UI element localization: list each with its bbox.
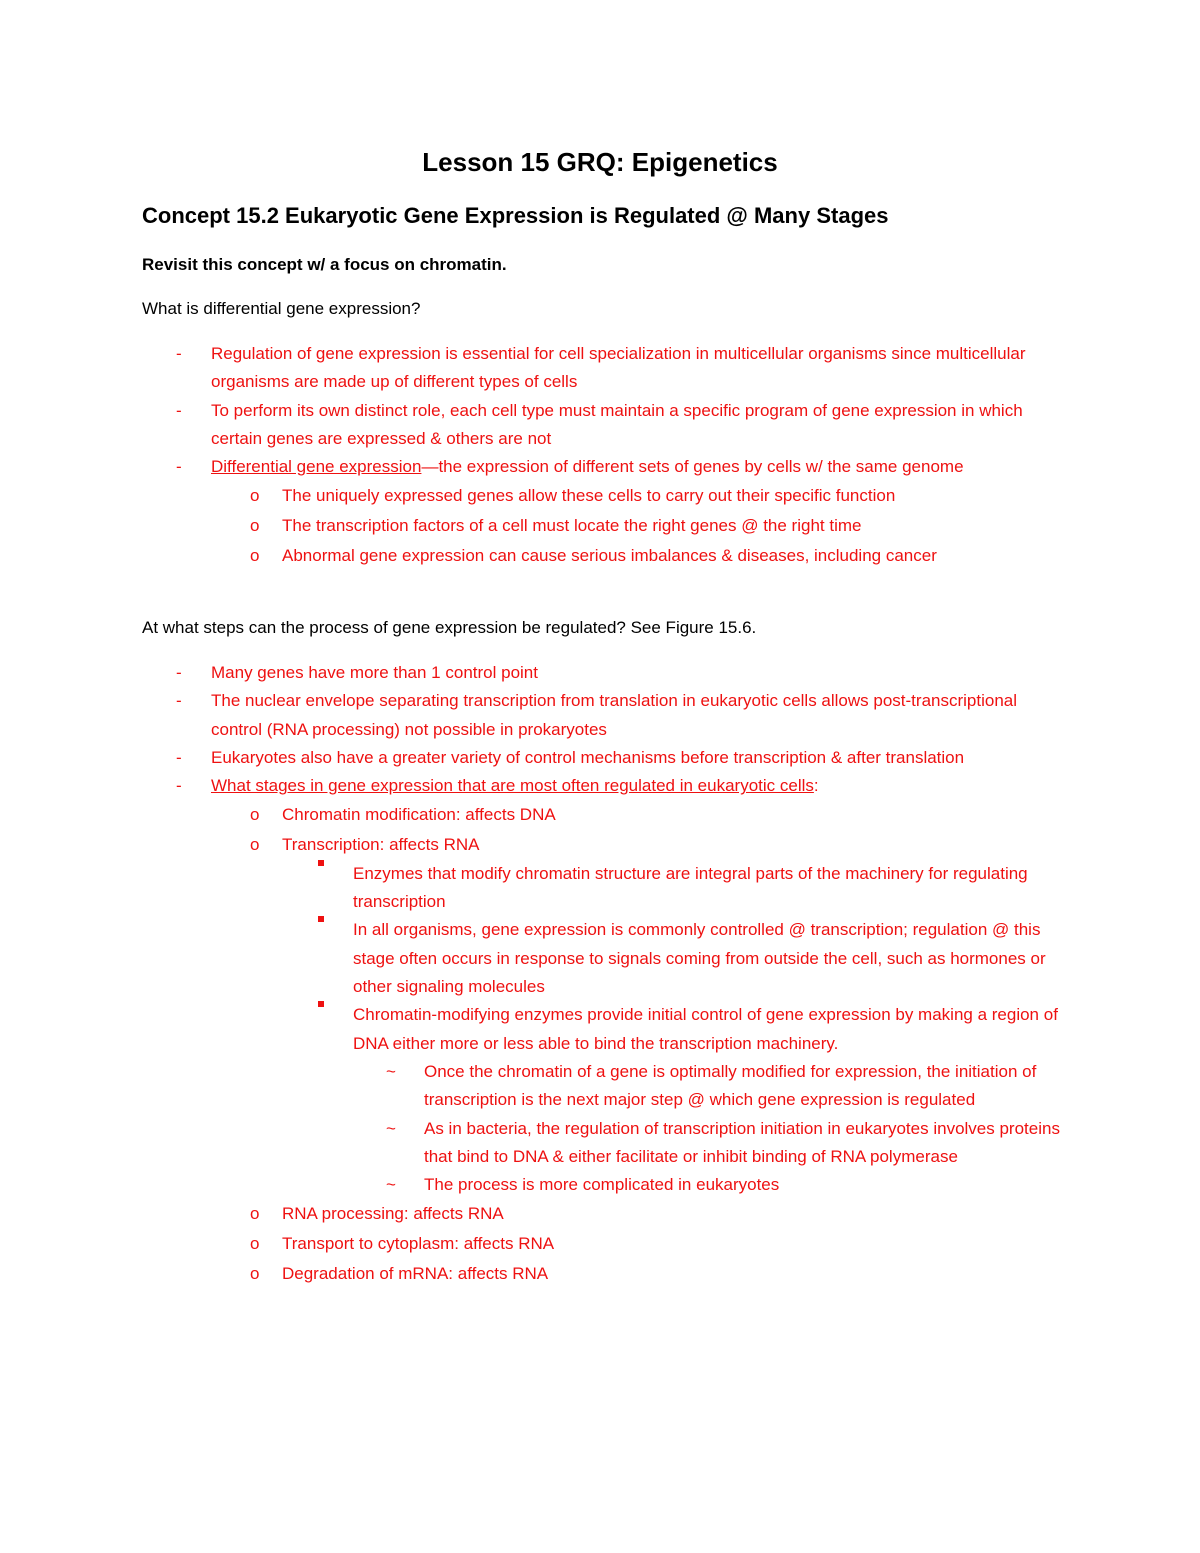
list-item [142, 772, 1072, 800]
list-item [142, 916, 1072, 1001]
concept-heading: Concept 15.2 Eukaryotic Gene Expression is Regulated @ Many Stages [142, 203, 889, 228]
item-text: Transport to cytoplasm: affects RNA [282, 1234, 555, 1254]
list-item [142, 453, 1072, 481]
item-text: The process is more complicated in eukaryotes [424, 1175, 780, 1195]
item-text: Eukaryotes also have a greater variety of control mechanisms before transcription & after translation [211, 747, 965, 767]
square-bullet-icon [318, 916, 324, 922]
list-item [142, 481, 1072, 511]
list-item [142, 659, 1072, 687]
list-item [142, 541, 1072, 571]
item-text: The transcription factors of a cell must locate the right genes @ the right time [282, 516, 862, 536]
circle-marker: o [250, 835, 260, 855]
list-item [142, 830, 1072, 860]
item-text: As in bacteria, the regulation of transcription initiation in eukaryotes involves proteins that bind to DNA & either facilitate or inhibit binding of RNA polymerase [424, 1118, 1060, 1166]
list-item [142, 1001, 1072, 1058]
circle-marker: o [250, 486, 260, 506]
item-text: : [813, 776, 819, 796]
item-text: Enzymes that modify chromatin structure are integral parts of the machinery for regulating transcription [353, 863, 1028, 912]
list-item [142, 800, 1072, 830]
term-underlined: Differential gene expression [211, 457, 422, 477]
page-title: Lesson 15 GRQ: Epigenetics [422, 147, 778, 177]
tilde-marker: ~ [386, 1175, 396, 1195]
item-text: Once the chromatin of a gene is optimally modified for expression, the initiation of transcription is the next major step @ which gene expression is regulated [424, 1061, 1037, 1110]
list-item [142, 1259, 1072, 1289]
item-text: Chromatin-modifying enzymes provide initial control of gene expression by making a region of DNA either more or less able to bind the transcription machinery. [353, 1005, 1058, 1053]
list-item [142, 340, 1072, 397]
item-text: In all organisms, gene expression is commonly controlled @ transcription; regulation @ this stage often occurs in response to signals coming from outside the cell, such as hormones or other signaling molecules [353, 920, 1046, 997]
dash-marker: - [176, 663, 182, 682]
dash-marker: - [176, 691, 182, 711]
dash-marker: - [176, 400, 182, 420]
item-text: The uniquely expressed genes allow these cells to carry out their specific function [282, 486, 896, 506]
circle-marker: o [250, 1263, 260, 1283]
item-text: The nuclear envelope separating transcription from translation in eukaryotic cells allows post-transcriptional control (RNA processing) not possible in prokaryotes [211, 691, 1018, 739]
circle-marker: o [250, 545, 260, 565]
list-item [142, 397, 1072, 454]
item-text: Chromatin modification: affects DNA [282, 805, 556, 825]
item-text: Degradation of mRNA: affects RNA [282, 1263, 549, 1283]
dash-marker: - [176, 776, 182, 796]
item-text: Many genes have more than 1 control point [211, 663, 538, 682]
dash-marker: - [176, 344, 182, 363]
dash-marker: - [176, 457, 182, 477]
item-text: —the expression of different sets of genes by cells w/ the same genome [421, 457, 964, 477]
square-bullet-icon [318, 860, 324, 866]
tilde-marker: ~ [386, 1061, 396, 1081]
list-item [142, 860, 1072, 917]
list-item [142, 687, 1072, 744]
square-bullet-icon [318, 1001, 324, 1007]
circle-marker: o [250, 1204, 260, 1224]
item-text: To perform its own distinct role, each cell type must maintain a specific program of gene expression in which certain genes are expressed & others are not [211, 400, 1023, 448]
subheading: Revisit this concept w/ a focus on chromatin. [142, 255, 507, 274]
list-item [142, 744, 1072, 772]
item-text: RNA processing: affects RNA [282, 1204, 504, 1224]
circle-marker: o [250, 516, 260, 536]
list-item [142, 1058, 1072, 1115]
circle-marker: o [250, 1234, 260, 1254]
list-item [142, 1171, 1072, 1199]
question-1: What is differential gene expression? [142, 299, 421, 318]
item-text: Abnormal gene expression can cause serious imbalances & diseases, including cancer [282, 545, 937, 565]
item-text: Regulation of gene expression is essential for cell specialization in multicellular organisms since multicellular organisms are made up of different types of cells [211, 344, 1026, 392]
list-item [142, 1115, 1072, 1172]
list-item [142, 1229, 1072, 1259]
question-2: At what steps can the process of gene expression be regulated? See Figure 15.6. [142, 618, 757, 637]
term-underlined: What stages in gene expression that are most often regulated in eukaryotic cells [211, 776, 814, 796]
answer-list-1 [142, 340, 1072, 571]
answer-list-2 [142, 659, 1072, 1289]
list-item [142, 511, 1072, 541]
dash-marker: - [176, 747, 182, 767]
tilde-marker: ~ [386, 1118, 396, 1138]
circle-marker: o [250, 805, 260, 825]
item-text: Transcription: affects RNA [282, 835, 480, 855]
list-item [142, 1199, 1072, 1229]
